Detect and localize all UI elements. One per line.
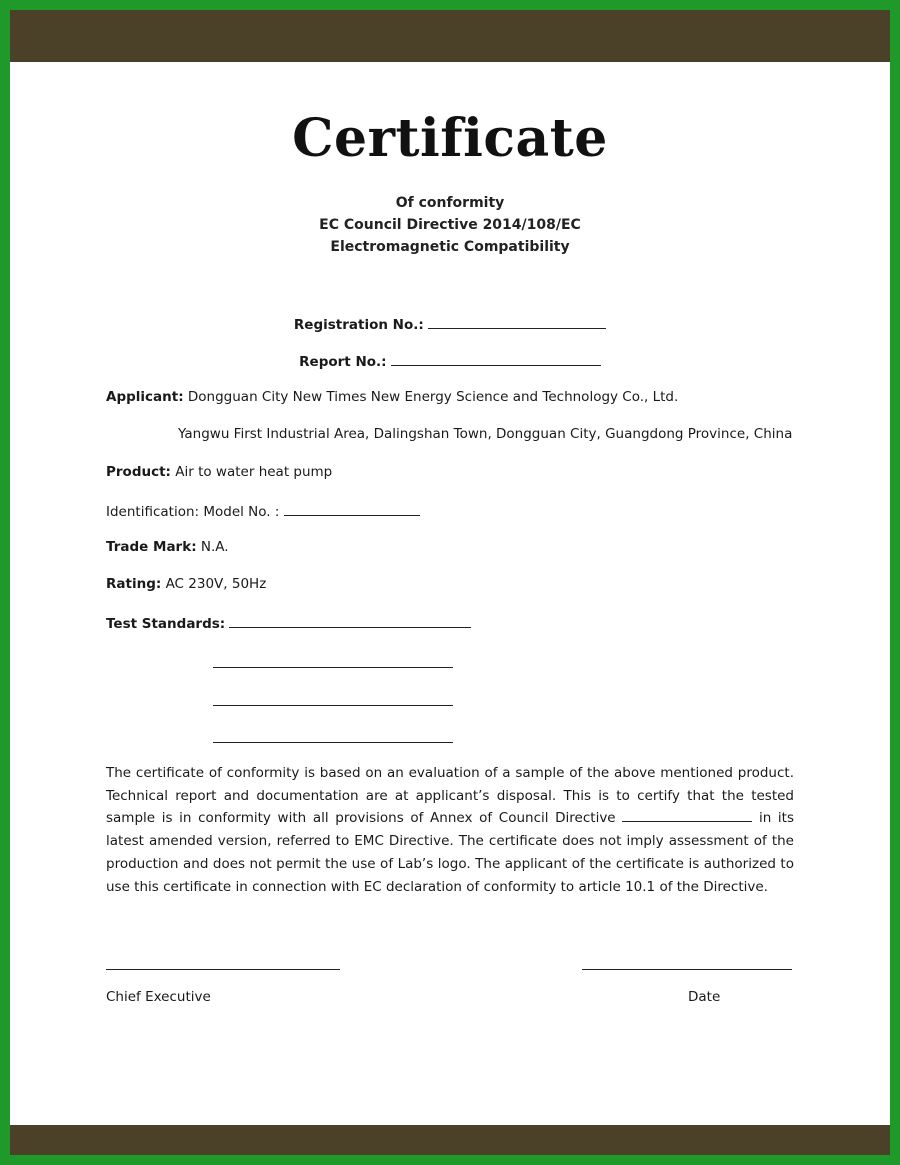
identification-row [106,501,420,520]
trademark-row [106,539,229,555]
test-standard-blank-4 [213,741,453,743]
subtitle-line-1: Of conformity [395,195,505,211]
registration-blank [428,314,606,329]
applicant-label: Applicant: [106,389,184,405]
conformity-paragraph [106,762,794,898]
registration-label: Registration No.: [293,317,424,333]
identification-label: Identification: Model No. : [106,504,280,520]
trademark-value: N.A. [200,539,229,555]
product-row [106,464,332,480]
test-standards-row [106,613,471,632]
applicant-address: Yangwu First Industrial Area, Dalingshan Town, Dongguan City, Guangdong Province, China [178,426,793,442]
applicant-row [106,389,678,405]
test-standard-blank-1 [229,613,471,628]
trademark-label: Trade Mark: [106,539,197,555]
product-value: Air to water heat pump [175,464,333,480]
product-label: Product: [106,464,171,480]
date-label: Date [688,989,721,1005]
model-blank [284,501,420,516]
report-blank [391,351,601,366]
subtitle-line-2: EC Council Directive 2014/108/EC [319,217,581,233]
test-standard-blank-2 [213,666,453,668]
rating-label: Rating: [106,576,162,592]
registration-row [10,314,890,333]
subtitle-line-3: Electromagnetic Compatibility [330,239,570,255]
top-band [10,10,890,62]
chief-executive-label: Chief Executive [106,989,211,1005]
date-signature-line [582,968,792,970]
certificate-title: Certificate [292,108,608,169]
rating-value: AC 230V, 50Hz [165,576,267,592]
paragraph-part-1: The certificate of conformity is based on an evaluation of a sample of the above mentioned product. Technical report and documentation are at applicant’s disposal. This is to certify that the tested sample is in conformity with all provisions of Annex of Council Directive [106,765,794,827]
bottom-band [10,1125,890,1155]
chief-executive-signature-line [106,968,340,970]
report-label: Report No.: [299,354,387,370]
test-standards-label: Test Standards: [106,616,226,632]
report-row [10,351,890,370]
paragraph-part-2: in its latest amended version, referred to EMC Directive. The certificate does not imply assessment of the production and does not permit the use of Lab’s logo. The applicant of the certificate is authorized to use this certificate in connection with EC declaration of conformity to article 10.1 of the Directive. [106,810,794,895]
directive-blank [622,807,752,822]
test-standard-blank-3 [213,704,453,706]
applicant-value: Dongguan City New Times New Energy Science and Technology Co., Ltd. [187,389,679,405]
rating-row [106,576,266,592]
